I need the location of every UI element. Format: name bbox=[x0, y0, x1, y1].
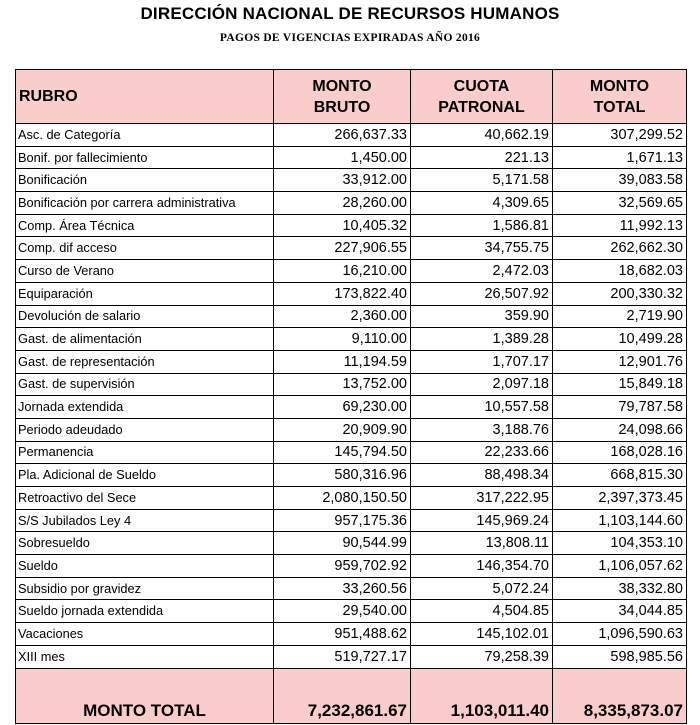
cell-rubro: Sueldo jornada extendida bbox=[16, 600, 274, 623]
cell-monto-bruto: 33,912.00 bbox=[274, 169, 411, 192]
total-cuota-patronal: 1,103,011.40 bbox=[411, 668, 553, 723]
cell-monto-total: 1,106,057.62 bbox=[553, 555, 687, 578]
cell-rubro: Pla. Adicional de Sueldo bbox=[16, 464, 274, 487]
cell-monto-total: 24,098.66 bbox=[553, 418, 687, 441]
cell-monto-total: 39,083.58 bbox=[553, 169, 687, 192]
column-header-rubro-label: RUBRO bbox=[19, 88, 78, 105]
cell-monto-total: 79,787.58 bbox=[553, 396, 687, 419]
cell-monto-bruto: 227,906.55 bbox=[274, 237, 411, 260]
cell-monto-bruto: 580,316.96 bbox=[274, 464, 411, 487]
cell-rubro: S/S Jubilados Ley 4 bbox=[16, 509, 274, 532]
cell-monto-total: 32,569.65 bbox=[553, 192, 687, 215]
cell-cuota-patronal: 5,072.24 bbox=[411, 577, 553, 600]
cell-monto-total: 1,671.13 bbox=[553, 146, 687, 169]
cell-rubro: Retroactivo del Sece bbox=[16, 487, 274, 510]
cell-cuota-patronal: 2,097.18 bbox=[411, 373, 553, 396]
cell-cuota-patronal: 359.90 bbox=[411, 305, 553, 328]
table-row bbox=[16, 305, 687, 328]
cell-monto-total: 2,397,373.45 bbox=[553, 487, 687, 510]
cell-rubro: Devolución de salario bbox=[16, 305, 274, 328]
cell-monto-bruto: 33,260.56 bbox=[274, 577, 411, 600]
cell-monto-bruto: 9,110.00 bbox=[274, 328, 411, 351]
cell-cuota-patronal: 1,389.28 bbox=[411, 328, 553, 351]
cell-rubro: Permanencia bbox=[16, 441, 274, 464]
column-header-monto-bruto-line1: MONTO bbox=[312, 77, 372, 95]
cell-monto-total: 200,330.32 bbox=[553, 282, 687, 305]
cell-cuota-patronal: 88,498.34 bbox=[411, 464, 553, 487]
table-row bbox=[16, 600, 687, 623]
cell-cuota-patronal: 5,171.58 bbox=[411, 169, 553, 192]
table-row bbox=[16, 555, 687, 578]
column-header-cuota-patronal bbox=[411, 70, 553, 124]
cell-monto-total: 10,499.28 bbox=[553, 328, 687, 351]
table-row bbox=[16, 214, 687, 237]
cell-cuota-patronal: 145,102.01 bbox=[411, 623, 553, 646]
cell-monto-total: 668,815.30 bbox=[553, 464, 687, 487]
cell-rubro: Equiparación bbox=[16, 282, 274, 305]
table-row bbox=[16, 169, 687, 192]
cell-monto-bruto: 519,727.17 bbox=[274, 645, 411, 668]
cell-monto-bruto: 69,230.00 bbox=[274, 396, 411, 419]
cell-cuota-patronal: 3,188.76 bbox=[411, 418, 553, 441]
cell-rubro: XIII mes bbox=[16, 645, 274, 668]
cell-cuota-patronal: 22,233.66 bbox=[411, 441, 553, 464]
payments-table bbox=[15, 69, 687, 724]
cell-rubro: Bonif. por fallecimiento bbox=[16, 146, 274, 169]
table-row bbox=[16, 418, 687, 441]
cell-monto-bruto: 266,637.33 bbox=[274, 124, 411, 147]
cell-rubro: Jornada extendida bbox=[16, 396, 274, 419]
table-row bbox=[16, 328, 687, 351]
total-row bbox=[16, 668, 687, 723]
cell-monto-total: 2,719.90 bbox=[553, 305, 687, 328]
cell-rubro: Periodo adeudado bbox=[16, 418, 274, 441]
table-row bbox=[16, 645, 687, 668]
cell-cuota-patronal: 317,222.95 bbox=[411, 487, 553, 510]
table-row bbox=[16, 282, 687, 305]
cell-monto-bruto: 1,450.00 bbox=[274, 146, 411, 169]
table-row bbox=[16, 260, 687, 283]
table-row bbox=[16, 124, 687, 147]
cell-monto-bruto: 10,405.32 bbox=[274, 214, 411, 237]
table-row bbox=[16, 509, 687, 532]
column-header-monto-total-line1: MONTO bbox=[589, 77, 650, 95]
table-row bbox=[16, 441, 687, 464]
cell-monto-bruto: 957,175.36 bbox=[274, 509, 411, 532]
table-row bbox=[16, 373, 687, 396]
table-row bbox=[16, 192, 687, 215]
cell-cuota-patronal: 1,707.17 bbox=[411, 350, 553, 373]
cell-rubro: Vacaciones bbox=[16, 623, 274, 646]
cell-cuota-patronal: 40,662.19 bbox=[411, 124, 553, 147]
document-title: DIRECCIÓN NACIONAL DE RECURSOS HUMANOS bbox=[140, 4, 560, 23]
cell-monto-total: 15,849.18 bbox=[553, 373, 687, 396]
cell-cuota-patronal: 146,354.70 bbox=[411, 555, 553, 578]
cell-rubro: Asc. de Categoría bbox=[16, 124, 274, 147]
table-row bbox=[16, 237, 687, 260]
total-label: MONTO TOTAL bbox=[16, 668, 274, 723]
cell-monto-bruto: 145,794.50 bbox=[274, 441, 411, 464]
cell-rubro: Bonificación bbox=[16, 169, 274, 192]
cell-rubro: Gast. de supervisión bbox=[16, 373, 274, 396]
cell-monto-total: 168,028.16 bbox=[553, 441, 687, 464]
column-header-monto-bruto-line2: BRUTO bbox=[313, 98, 371, 116]
cell-monto-bruto: 2,080,150.50 bbox=[274, 487, 411, 510]
column-header-monto-bruto bbox=[274, 70, 411, 124]
cell-monto-bruto: 951,488.62 bbox=[274, 623, 411, 646]
cell-monto-total: 38,332.80 bbox=[553, 577, 687, 600]
cell-cuota-patronal: 26,507.92 bbox=[411, 282, 553, 305]
cell-rubro: Sobresueldo bbox=[16, 532, 274, 555]
cell-cuota-patronal: 4,309.65 bbox=[411, 192, 553, 215]
total-monto-total: 8,335,873.07 bbox=[553, 668, 687, 723]
table-body bbox=[16, 124, 687, 669]
cell-rubro: Gast. de representación bbox=[16, 350, 274, 373]
table-header bbox=[16, 70, 687, 124]
column-header-cuota-patronal-line1: CUOTA bbox=[453, 77, 510, 95]
cell-monto-bruto: 20,909.90 bbox=[274, 418, 411, 441]
column-header-monto-total-line2: TOTAL bbox=[593, 98, 646, 116]
cell-cuota-patronal: 10,557.58 bbox=[411, 396, 553, 419]
cell-rubro: Sueldo bbox=[16, 555, 274, 578]
table-row bbox=[16, 532, 687, 555]
table-row bbox=[16, 350, 687, 373]
header-row bbox=[16, 70, 687, 124]
table-footer bbox=[16, 668, 687, 723]
cell-cuota-patronal: 13,808.11 bbox=[411, 532, 553, 555]
cell-monto-bruto: 90,544.99 bbox=[274, 532, 411, 555]
cell-monto-total: 1,096,590.63 bbox=[553, 623, 687, 646]
column-header-rubro bbox=[16, 70, 274, 124]
cell-monto-bruto: 16,210.00 bbox=[274, 260, 411, 283]
cell-cuota-patronal: 221.13 bbox=[411, 146, 553, 169]
cell-monto-bruto: 11,194.59 bbox=[274, 350, 411, 373]
cell-monto-total: 598,985.56 bbox=[553, 645, 687, 668]
cell-cuota-patronal: 2,472.03 bbox=[411, 260, 553, 283]
cell-monto-bruto: 13,752.00 bbox=[274, 373, 411, 396]
table-row bbox=[16, 146, 687, 169]
cell-monto-bruto: 29,540.00 bbox=[274, 600, 411, 623]
cell-cuota-patronal: 145,969.24 bbox=[411, 509, 553, 532]
cell-rubro: Curso de Verano bbox=[16, 260, 274, 283]
cell-monto-total: 104,353.10 bbox=[553, 532, 687, 555]
column-header-monto-total bbox=[553, 70, 687, 124]
document-subtitle: PAGOS DE VIGENCIAS EXPIRADAS AÑO 2016 bbox=[219, 32, 481, 44]
cell-rubro: Comp. Área Técnica bbox=[16, 214, 274, 237]
total-monto-bruto: 7,232,861.67 bbox=[274, 668, 411, 723]
cell-rubro: Subsidio por gravidez bbox=[16, 577, 274, 600]
cell-monto-total: 12,901.76 bbox=[553, 350, 687, 373]
cell-monto-bruto: 959,702.92 bbox=[274, 555, 411, 578]
cell-monto-bruto: 173,822.40 bbox=[274, 282, 411, 305]
cell-rubro: Gast. de alimentación bbox=[16, 328, 274, 351]
cell-cuota-patronal: 34,755.75 bbox=[411, 237, 553, 260]
table-row bbox=[16, 577, 687, 600]
cell-monto-total: 1,103,144.60 bbox=[553, 509, 687, 532]
cell-monto-bruto: 2,360.00 bbox=[274, 305, 411, 328]
table-row bbox=[16, 396, 687, 419]
cell-cuota-patronal: 1,586.81 bbox=[411, 214, 553, 237]
column-header-cuota-patronal-line2: PATRONAL bbox=[438, 98, 525, 116]
table-row bbox=[16, 464, 687, 487]
cell-rubro: Bonificación por carrera administrativa bbox=[16, 192, 274, 215]
cell-cuota-patronal: 79,258.39 bbox=[411, 645, 553, 668]
table-row bbox=[16, 487, 687, 510]
cell-monto-total: 11,992.13 bbox=[553, 214, 687, 237]
cell-monto-total: 34,044.85 bbox=[553, 600, 687, 623]
table-row bbox=[16, 623, 687, 646]
cell-monto-total: 262,662.30 bbox=[553, 237, 687, 260]
cell-rubro: Comp. dif acceso bbox=[16, 237, 274, 260]
cell-monto-bruto: 28,260.00 bbox=[274, 192, 411, 215]
cell-cuota-patronal: 4,504.85 bbox=[411, 600, 553, 623]
cell-monto-total: 307,299.52 bbox=[553, 124, 687, 147]
cell-monto-total: 18,682.03 bbox=[553, 260, 687, 283]
